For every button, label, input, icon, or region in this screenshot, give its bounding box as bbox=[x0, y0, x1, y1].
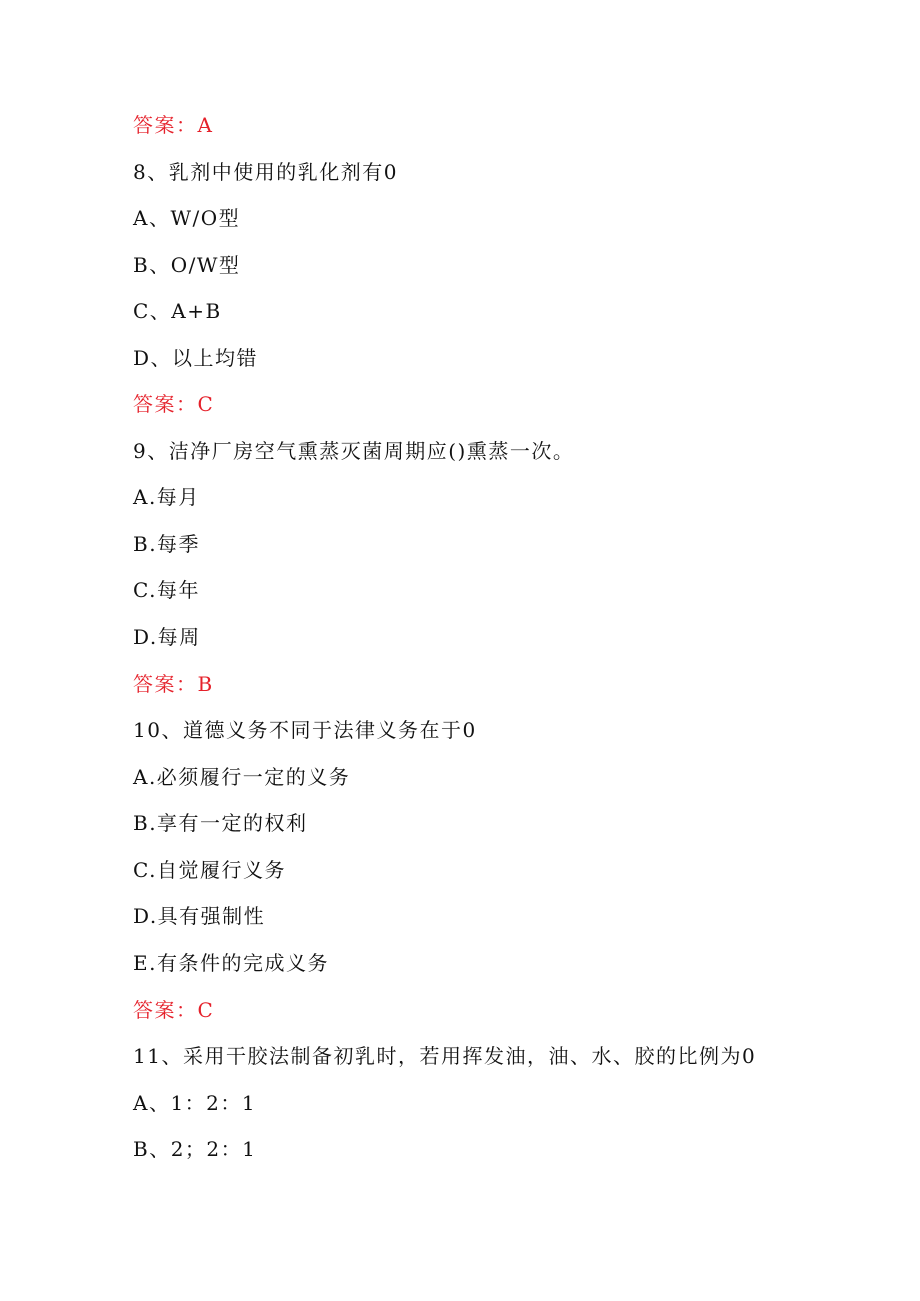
option-line: B、O/W型 bbox=[133, 253, 241, 277]
option-line: B.享有一定的权利 bbox=[133, 811, 308, 835]
answer-line: 答案：B bbox=[133, 672, 214, 696]
question-line: 11、采用干胶法制备初乳时，若用挥发油，油、水、胶的比例为0 bbox=[133, 1044, 757, 1068]
option-line: C.自觉履行义务 bbox=[133, 858, 286, 882]
option-line: E.有条件的完成义务 bbox=[133, 951, 329, 975]
question-line: 8、乳剂中使用的乳化剂有0 bbox=[133, 160, 398, 184]
option-line: A.必须履行一定的义务 bbox=[133, 765, 351, 789]
option-line: D.具有强制性 bbox=[133, 904, 266, 928]
option-line: D、以上均错 bbox=[133, 346, 259, 370]
question-line: 9、洁净厂房空气熏蒸灭菌周期应()熏蒸一次。 bbox=[133, 439, 575, 463]
option-line: A.每月 bbox=[133, 485, 200, 509]
option-line: C.每年 bbox=[133, 578, 200, 602]
option-line: D.每周 bbox=[133, 625, 201, 649]
answer-line: 答案：C bbox=[133, 392, 215, 416]
question-line: 10、道德义务不同于法律义务在于0 bbox=[133, 718, 477, 742]
option-line: C、A+B bbox=[133, 299, 222, 323]
option-line: B、2；2：1 bbox=[133, 1137, 257, 1161]
option-line: A、1：2：1 bbox=[133, 1091, 257, 1115]
option-line: B.每季 bbox=[133, 532, 201, 556]
answer-line: 答案：C bbox=[133, 998, 215, 1022]
answer-line: 答案：A bbox=[133, 113, 214, 137]
option-line: A、W/O型 bbox=[133, 206, 241, 230]
